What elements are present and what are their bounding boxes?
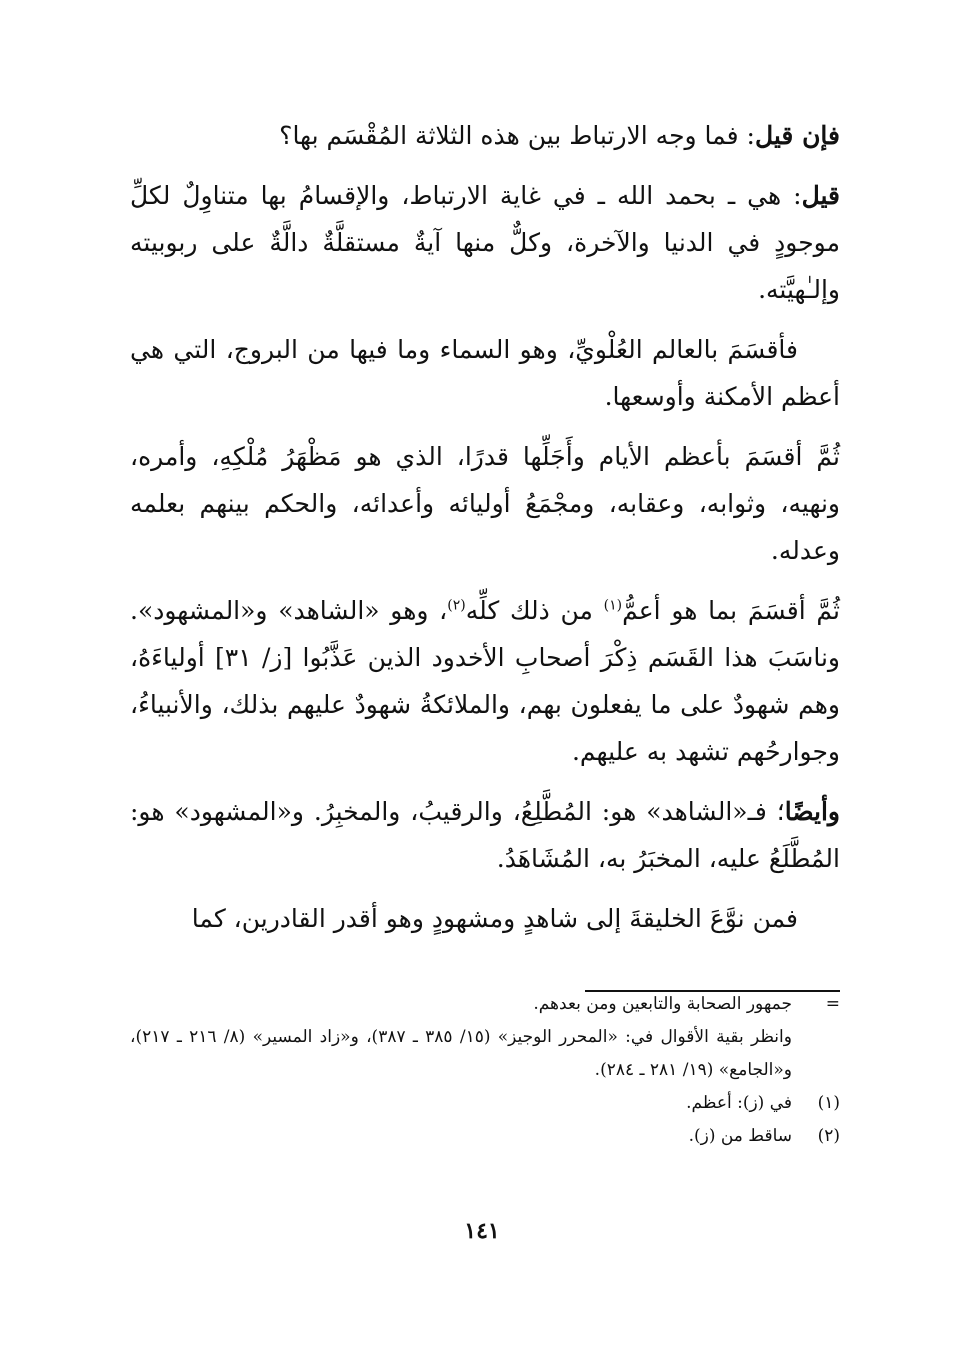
main-text xyxy=(130,112,840,955)
footnote-continuation-references xyxy=(130,1021,840,1087)
footnote-number: (١) xyxy=(817,1093,840,1113)
paragraph-lead: فإن قيل xyxy=(754,121,840,150)
footnote-text: ساقط من (ز). xyxy=(688,1126,792,1146)
footnotes xyxy=(130,988,840,1153)
paragraph-text: فأقسَمَ بالعالم العُلْويِّ، وهو السماء وما فيها من البروج، التي هي أعظم الأمكنة وأوسعها. xyxy=(130,335,840,411)
paragraph-text: من ذلك كلِّه xyxy=(465,596,604,625)
paragraph-text: : هي ـ بحمد الله ـ في غاية الارتباط، والإقسامُ بها متناوِلٌ لكلِّ موجودٍ في الدنيا والآخرة، وكلٌّ منها آيةٌ مستقلَّةٌ دالَّةٌ على ربوبيته وإلـٰهيَّته. xyxy=(130,181,840,304)
footnote-text: جمهور الصحابة والتابعين ومن بعدهم. xyxy=(533,994,792,1014)
continuation-marker: = xyxy=(825,994,840,1014)
paragraph-lead: قيل xyxy=(801,181,840,210)
footnote-text: في (ز): أعظم. xyxy=(686,1093,792,1113)
paragraph-text: : فما وجه الارتباط بين هذه الثلاثة المُقْسَم بها؟ xyxy=(279,121,755,150)
paragraph-text: ، وهو «الشاهد» و«المشهود». وناسَبَ هذا القَسَم ذِكْرَ أصحابِ الأخدود الذين عَذَّبُوا [ز/ ٣١] أولياءَهُ، وهم شهودٌ على ما يفعلون بهم، والملائكةُ شهودٌ عليهم بذلك، والأنبياءُ، وجوارحُهم تشهد به عليهم. xyxy=(130,596,840,766)
footnote-1 xyxy=(130,1087,840,1120)
footnote-2 xyxy=(130,1120,840,1153)
paragraph-lead: وأيضًا xyxy=(784,797,840,826)
page-number: ١٤١ xyxy=(464,1218,500,1244)
paragraph-text: ثُمَّ أقسَمَ بأعظم الأيام وأَجَلِّها قدرًا، الذي هو مَظْهَرُ مُلْكِهِ، وأمره، ونهيه، وثوابه، وعقابه، ومجْمَعُ أوليائه وأعدائه، والحكم بينهم بعلمه وعدله. xyxy=(130,442,840,565)
paragraph-greatest-day xyxy=(130,433,840,574)
paragraph-also xyxy=(130,788,840,882)
footnote-ref-2[interactable]: (٢) xyxy=(447,597,466,614)
footnote-continuation xyxy=(130,988,840,1021)
paragraph-creation xyxy=(130,895,840,942)
footnote-text: وانظر بقية الأقوال في: «المحرر الوجيز» (١٥/ ٣٨٥ ـ ٣٨٧)، و«زاد المسير» (٨/ ٢١٦ ـ ٢١٧)، و«الجامع» (١٩/ ٢٨١ ـ ٢٨٤). xyxy=(130,1027,792,1080)
paragraph-answer xyxy=(130,172,840,313)
paragraph-text: ؛ فـ«الشاهد» هو: المُطَّلِعُ، والرقيبُ، والمخبِرُ. و«المشهود» هو: المُطَّلَعُ عليه، المخبَرُ به، المُشَاهَدُ. xyxy=(130,797,840,873)
paragraph-upper-world xyxy=(130,326,840,420)
footnote-ref-1[interactable]: (١) xyxy=(603,597,623,614)
paragraph-text: فمن نوَّعَ الخليقةَ إلى شاهدٍ ومشهودٍ وهو أقدر القادرين، كما xyxy=(191,904,798,933)
paragraph-text: ثُمَّ أقسَمَ بما هو أعمُّ xyxy=(622,596,840,625)
paragraph-question xyxy=(130,112,840,159)
footnote-number: (٢) xyxy=(817,1126,840,1146)
paragraph-witness xyxy=(130,587,840,775)
